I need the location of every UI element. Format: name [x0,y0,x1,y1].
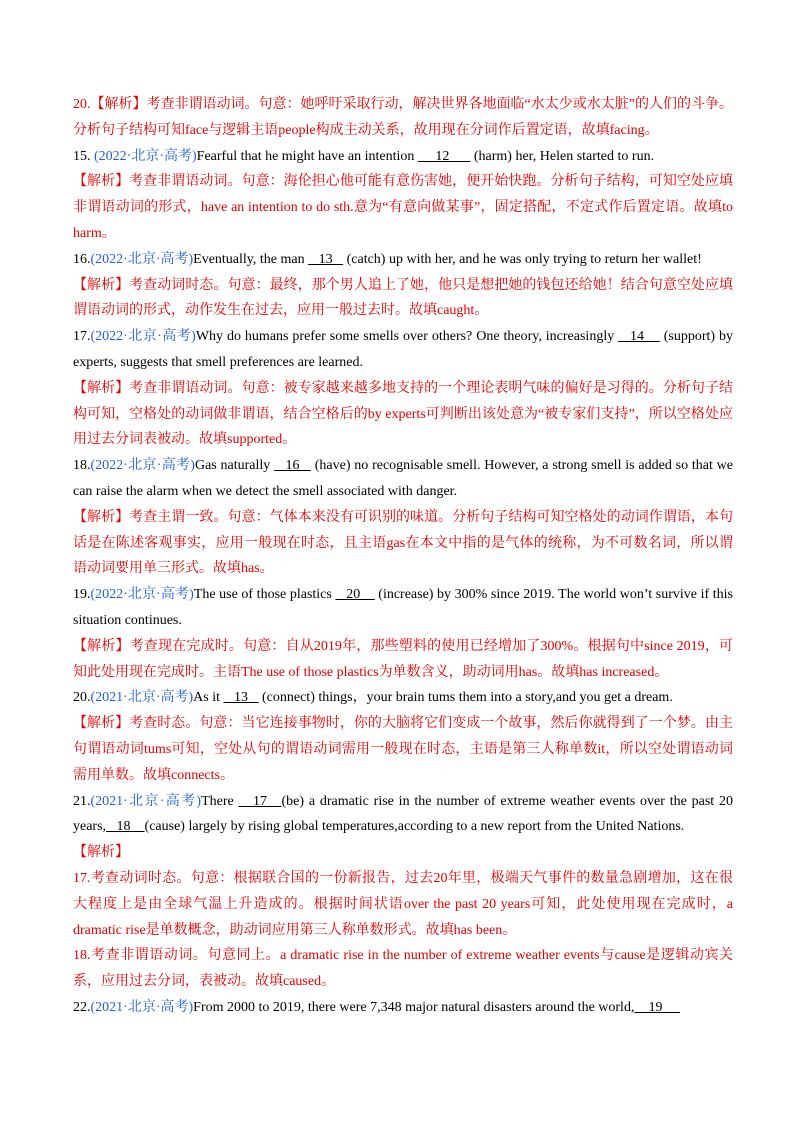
question-text: (have) no recognisable smell. However, a strong smell is added so that we can raise the alarm when we detect the smell associated with danger. [73,458,734,499]
analysis-16: 【解析】考查动词时态。句意：最终，那个男人追上了她，他只是想把她的钱包还给她！结合句意空处应填谓语动词的形式，动作发生在过去，应用一般过去时。故填caught。 [73,277,733,319]
question-text: (support) by experts, suggests that smell preferences are learned. [73,329,733,370]
analysis-21-18: 18.考查非谓语动词。句意同上。a dramatic rise in the number of extreme weather events与cause是逻辑动宾关系，应用过去分词，表被动。故填caused。 [73,948,733,990]
answer-blank[interactable]: 17 [238,793,282,809]
question-source: (2021·北京·高考) [90,999,194,1015]
analysis-18: 【解析】考查主谓一致。句意：气体本来没有可识别的味道。分析句子结构可知空格处的动词作谓语，本句话是在陈述客观事实，应用一般现在时态，且主语gas在本文中指的是气体的统称，为不可数名词，所以谓语动词要用单三形式。故填has。 [73,509,733,577]
question-16 [73,247,733,273]
answer-blank[interactable]: 19 [634,999,680,1015]
question-source: (2022·北京·高考) [94,148,197,164]
question-text: (be) a dramatic rise in the number of extreme weather events over the past 20 years, [73,793,733,835]
question-text: Fearful that he might have an intention [196,148,418,164]
question-text: From 2000 to 2019, there were 7,348 major natural disasters around the world, [193,999,635,1015]
question-19 [73,582,733,634]
question-22 [73,995,733,1021]
answer-blank[interactable]: 14 [618,329,660,345]
analysis-20-prev: 20.【解析】考查非谓语动词。句意：她呼吁采取行动，解决世界各地面临“水太少或水太脏”的人们的斗争。分析句子结构可知face与逻辑主语people构成主动关系，故用现在分词作后置定语，故填facing。 [73,97,733,138]
question-number: 16. [73,251,91,267]
question-20 [73,685,733,711]
question-number: 17. [73,329,91,345]
analysis-17: 【解析】考查非谓语动词。句意：被专家越来越多地支持的一个理论表明气味的偏好是习得的。分析句子结构可知，空格处的动词做非谓语，结合空格后的by experts可判断出该处意为“被专家们支持”，所以空格处应用过去分词表被动。故填supported。 [73,380,733,448]
question-source: (2022·北京·高考) [90,251,194,267]
analysis-15: 【解析】考查非谓语动词。句意：海伦担心他可能有意伤害她，便开始快跑。分析句子结构，可知空处应填非谓语动词的形式，have an intention to do sth.意为“有意向做某事”，固定搭配，不定式作后置定语。故填to harm。 [73,174,733,241]
question-18 [73,453,733,505]
question-text: Why do humans prefer some smells over others? One theory, increasingly [195,329,619,345]
analysis-21-17: 17.考查动词时态。句意：根据联合国的一份新报告，过去20年里，极端天气事件的数量急剧增加，这在很大程度上是由全球气温上升造成的。根据时间状语over the past 20 years可知，此处使用现在完成时，a dramatic rise是单数概念，助动词应用第三人称单数形式。故填has been。 [73,870,733,938]
question-21 [73,789,733,841]
analysis-20: 【解析】考查时态。句意：当它连接事物时，你的大脑将它们变成一个故事，然后你就得到了一个梦。由主句谓语动词tums可知，空处从句的谓语动词需用一般现在时态，主语是第三人称单数it，所以空处谓语动词需用单数。故填connects。 [73,716,733,783]
question-15 [73,144,733,170]
question-text: There [201,793,239,809]
answer-blank[interactable]: 20 [335,587,375,603]
question-text: (cause) largely by rising global temperatures,according to a new report from the United Nations. [144,819,685,835]
analysis-21-head: 【解析】 [73,845,129,861]
answer-blank[interactable]: 13 [223,690,259,706]
document-page [73,92,733,1021]
question-source: (2022·北京·高考) [90,329,196,345]
question-source: (2021·北京·高考) [90,793,202,809]
question-source: (2021·北京·高考) [90,690,194,706]
question-number: 21. [73,793,91,809]
question-text: Eventually, the man [193,251,309,267]
question-text: (connect) things，your brain tums them into a story,and you get a dream. [258,690,673,706]
answer-blank[interactable]: 12 [417,148,471,164]
analysis-19: 【解析】考查现在完成时。句意：自从2019年，那些塑料的使用已经增加了300%。根据句中since 2019，可知此处用现在完成时。主语The use of those plastics为单数含义，助动词用has。故填has increased。 [73,638,733,680]
question-text: (catch) up with her, and he was only trying to return her wallet! [343,251,702,267]
answer-blank[interactable]: 16 [274,458,311,474]
question-text: The use of those plastics [193,587,336,603]
answer-blank[interactable]: 13 [308,251,344,267]
question-text: Gas naturally [194,458,275,474]
answer-blank[interactable]: 18 [106,819,145,835]
question-17 [73,324,733,376]
question-source: (2022·北京·高考) [90,587,194,603]
question-text: (increase) by 300% since 2019. The world won’t survive if this situation continues. [73,587,734,628]
question-text: As it [193,690,224,706]
question-number: 19. [73,587,91,603]
question-number: 15. [73,148,91,164]
question-number: 20. [73,690,91,706]
question-text: (harm) her, Helen started to run. [470,148,655,164]
question-source: (2022·北京·高考) [90,458,195,474]
question-number: 22. [73,999,91,1015]
question-number: 18. [73,458,91,474]
